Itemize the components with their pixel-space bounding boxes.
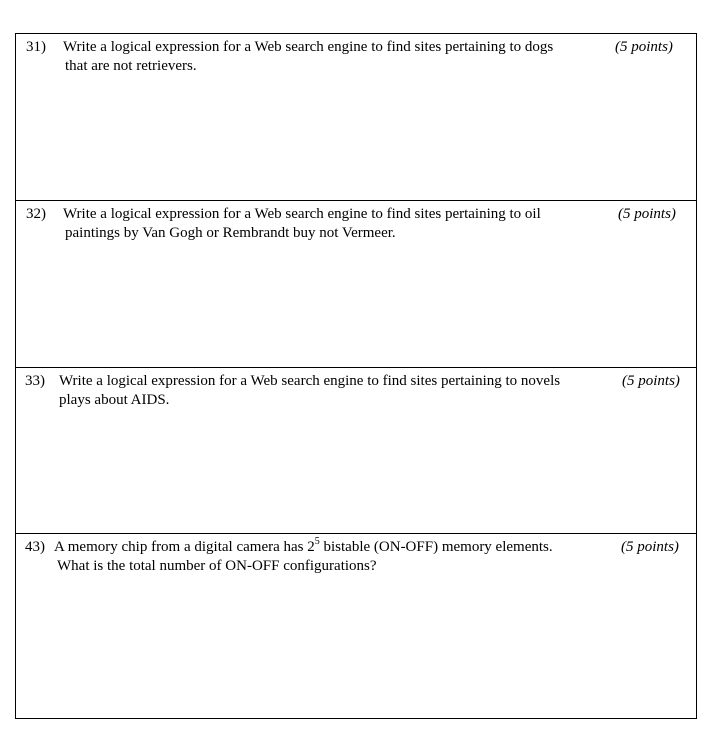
question-text-line-2: plays about AIDS. [59, 392, 170, 408]
question-31 [16, 34, 696, 201]
question-text-line-1: Write a logical expression for a Web search engine to find sites pertaining to dogs [63, 39, 554, 55]
question-number: 31) [26, 39, 46, 55]
points-label: (5 points) [622, 373, 680, 389]
question-number: 33) [25, 373, 45, 389]
question-text-line-2: that are not retrievers. [65, 58, 197, 74]
points-label: (5 points) [615, 39, 673, 55]
question-43 [16, 534, 696, 718]
question-text-line-2: paintings by Van Gogh or Rembrandt buy not Vermeer. [65, 225, 396, 241]
question-table [15, 33, 697, 719]
question-text-line-1: Write a logical expression for a Web search engine to find sites pertaining to oil [63, 206, 541, 222]
question-text-line-2: What is the total number of ON-OFF configurations? [57, 558, 377, 574]
question-33 [16, 368, 696, 534]
points-label: (5 points) [618, 206, 676, 222]
question-text-post: bistable (ON-OFF) memory elements. [319, 539, 553, 555]
question-text-line-1 [54, 538, 553, 557]
question-text-line-1: Write a logical expression for a Web search engine to find sites pertaining to novels [59, 373, 561, 389]
question-number: 32) [26, 206, 46, 222]
question-number: 43) [25, 539, 45, 555]
question-text-pre: A memory chip from a digital camera has 2 [54, 539, 315, 555]
exponent: 5 [314, 536, 320, 547]
points-label: (5 points) [621, 539, 679, 555]
question-32 [16, 201, 696, 368]
